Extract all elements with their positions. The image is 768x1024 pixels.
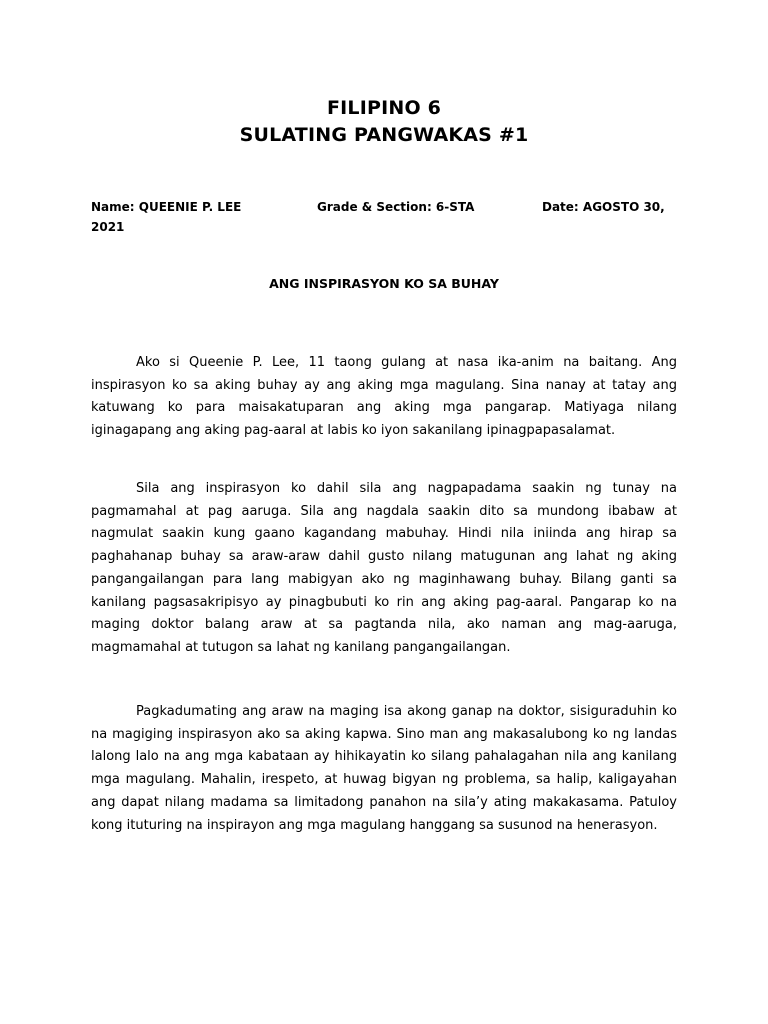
- date: Date: AGOSTO 30,: [542, 200, 665, 214]
- student-info: [91, 197, 681, 237]
- student-name: Name: QUEENIE P. LEE: [91, 200, 242, 214]
- grade-section: Grade & Section: 6-STA: [317, 200, 475, 214]
- date-year: 2021: [91, 220, 125, 234]
- paragraph-1: Ako si Queenie P. Lee, 11 taong gulang at nasa ika-anim na baitang. Ang inspirasyon ko sa aking buhay ay ang aking mga magulang. Sina nanay at tatay ang katuwang ko para maisakatuparan ang aking mga pangarap. Matiyaga nilang iginagapang ang aking pag-aaral at labis ko iyon sakanilang ipinagpapasalamat.: [91, 355, 677, 439]
- document-subtitle: SULATING PANGWAKAS #1: [239, 124, 529, 146]
- paragraph-3: Pagkadumating ang araw na maging isa akong ganap na doktor, sisiguraduhin ko na magiging inspirasyon ako sa aking kapwa. Sino man ang makasalubong ko ng landas lalong lalo na ang mga kabataan ay hihikayatin ko silang pahalagahan nila ang kanilang mga magulang. Mahalin, irespeto, at huwag bigyan ng problema, sa halip, kaligayahan ang dapat nilang madama sa limitadong panahon na sila’y ating makakasama. Patuloy kong ituturing na inspirayon ang mga magulang hanggang sa susunod na henerasyon.: [91, 704, 677, 833]
- essay-title: ANG INSPIRASYON KO SA BUHAY: [269, 276, 499, 291]
- document-title: FILIPINO 6: [326, 97, 442, 119]
- paragraph-2: Sila ang inspirasyon ko dahil sila ang nagpapadama saakin ng tunay na pagmamahal at pag aaruga. Sila ang nagdala saakin dito sa mundong ibabaw at nagmulat saakin kung gaano kagandang mabuhay. Hindi nila iniinda ang hirap sa paghahanap buhay sa araw-araw dahil gusto nilang matugunan ang lahat ng aking pangangailangan para lang mabigyan ako ng maginhawang buhay. Bilang ganti sa kanilang pagsasakripisyo ay pinagbubuti ko rin ang aking pag-aaral. Pangarap ko na maging doktor balang araw at sa pagtanda nila, ako naman ang mag-aaruga, magmamahal at tutugon sa lahat ng kanilang pangangailangan.: [91, 481, 677, 655]
